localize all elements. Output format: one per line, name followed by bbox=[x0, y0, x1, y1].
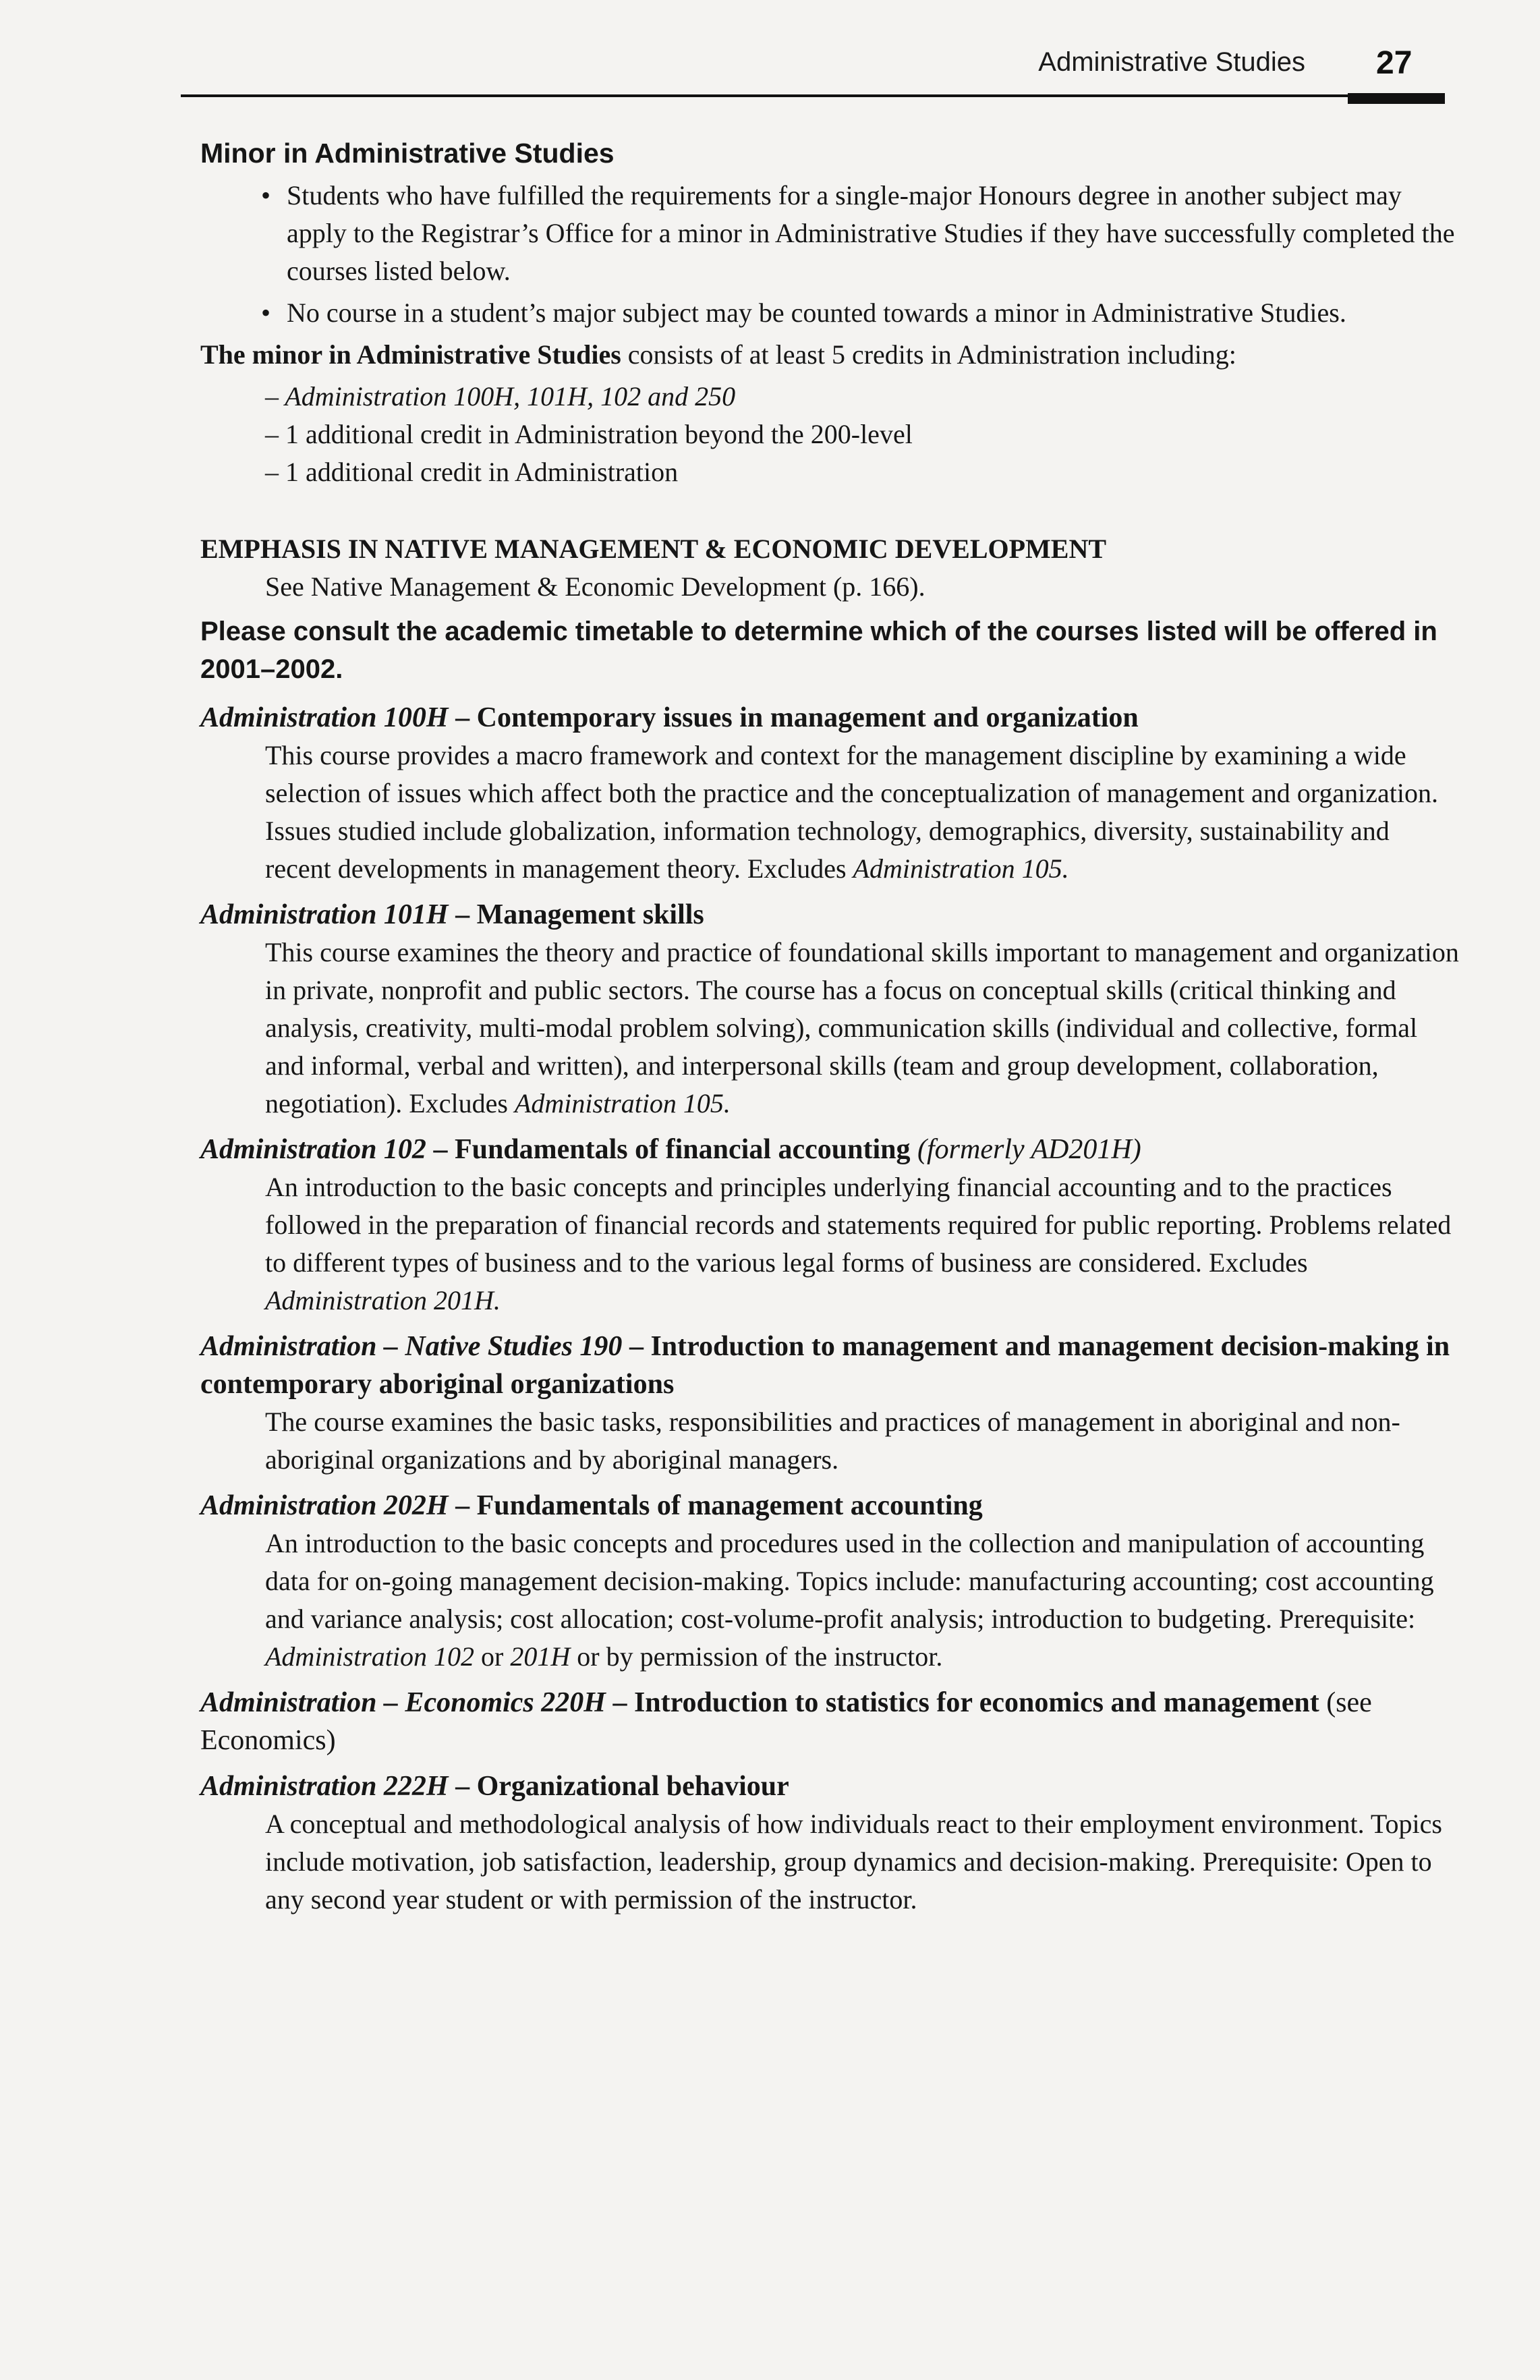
course-separator: – bbox=[605, 1687, 634, 1718]
course-name: Management skills bbox=[476, 899, 704, 930]
course-entry bbox=[200, 896, 1462, 1123]
minor-intro-bold: The minor in Administrative Studies bbox=[200, 339, 621, 370]
running-header-title: Administrative Studies bbox=[1038, 47, 1305, 77]
course-description-text: This course provides a macro framework and context for the management discipline by examining a wide selection of issues which affect both the practice and the conceptualization of management and organization. Issues studied include globalization, information technology, demographics, diversity, sustainability and recent developments in management theory. Excludes bbox=[265, 740, 1438, 884]
course-description-text: or by permission of the instructor. bbox=[570, 1641, 943, 1672]
minor-intro-text: consists of at least 5 credits in Administration including: bbox=[621, 339, 1236, 370]
course-title bbox=[200, 1684, 1462, 1759]
course-entry bbox=[200, 1684, 1462, 1759]
course-entry bbox=[200, 1487, 1462, 1676]
course-code: Administration 102 bbox=[200, 1134, 426, 1165]
course-entry bbox=[200, 1131, 1462, 1320]
course-name: Fundamentals of financial accounting bbox=[454, 1134, 911, 1165]
header-rule-accent bbox=[1348, 93, 1445, 104]
course-name: Contemporary issues in management and organization bbox=[476, 702, 1139, 733]
page-number: 27 bbox=[1376, 45, 1413, 81]
minor-intro bbox=[200, 336, 1462, 374]
page-header bbox=[0, 0, 1540, 115]
course-description bbox=[200, 1805, 1462, 1919]
emphasis-block bbox=[200, 530, 1462, 606]
emphasis-see-reference: See Native Management & Economic Development (p. 166). bbox=[265, 571, 925, 602]
page-content bbox=[200, 135, 1462, 1927]
course-former-code: (formerly AD201H) bbox=[910, 1134, 1141, 1165]
course-description bbox=[200, 1525, 1462, 1676]
header-rule bbox=[181, 94, 1445, 97]
course-code: Administration 222H bbox=[200, 1771, 449, 1802]
requirement-item: – Administration 100H, 101H, 102 and 250 bbox=[265, 381, 736, 412]
course-code: Administration 101H bbox=[200, 899, 449, 930]
course-prerequisite-ref: 201H bbox=[510, 1641, 571, 1672]
course-separator: – bbox=[622, 1331, 651, 1362]
course-cross-reference: (see Economics) bbox=[200, 1687, 1372, 1756]
timetable-note: Please consult the academic timetable to determine which of the courses listed will be offered in 2001–2002. bbox=[200, 617, 1437, 684]
course-title bbox=[200, 1328, 1462, 1403]
requirement-item: – 1 additional credit in Administration beyond the 200-level bbox=[265, 419, 913, 449]
minor-heading: Minor in Administrative Studies bbox=[200, 138, 615, 169]
course-prerequisite-ref: Administration 102 bbox=[265, 1641, 475, 1672]
course-description-text: An introduction to the basic concepts and procedures used in the collection and manipulation of accounting data for on-going management decision-making. Topics include: manufacturing accounting; cost accounting and variance analysis; cost allocation; cost-volume-profit analysis; introduction to budgeting. Prerequisite: bbox=[265, 1528, 1434, 1634]
course-description bbox=[200, 1403, 1462, 1479]
course-name: Introduction to statistics for economics and management bbox=[633, 1687, 1319, 1718]
course-code: Administration – Native Studies 190 bbox=[200, 1331, 623, 1362]
course-entry bbox=[200, 699, 1462, 888]
course-name: Organizational behaviour bbox=[476, 1771, 789, 1802]
course-separator: – bbox=[426, 1134, 455, 1165]
course-title bbox=[200, 1131, 1462, 1168]
course-separator: – bbox=[448, 1490, 477, 1521]
requirement-item: – 1 additional credit in Administration bbox=[265, 457, 679, 487]
course-description-text: This course examines the theory and practice of foundational skills important to management and organization in private, nonprofit and public sectors. The course has a focus on conceptual skills (critical thinking and analysis, creativity, multi-modal problem solving), communication skills (individual and collective, formal and informal, verbal and written), and interpersonal skills (team and group development, collaboration, negotiation). Excludes bbox=[265, 937, 1459, 1118]
minor-requirements bbox=[200, 378, 1462, 491]
course-description-text: or bbox=[474, 1641, 511, 1672]
course-exclusion-ref: Administration 201H. bbox=[265, 1285, 501, 1315]
course-description bbox=[200, 737, 1462, 888]
list-item: • No course in a student’s major subject may be counted towards a minor in Administrative Studies. bbox=[287, 294, 1462, 332]
emphasis-heading: EMPHASIS IN NATIVE MANAGEMENT & ECONOMIC DEVELOPMENT bbox=[200, 534, 1107, 564]
course-entry bbox=[200, 1767, 1462, 1919]
course-code: Administration 100H bbox=[200, 702, 449, 733]
course-description bbox=[200, 1168, 1462, 1320]
course-title bbox=[200, 699, 1462, 737]
course-title bbox=[200, 1487, 1462, 1525]
course-exclusion-ref: Administration 105. bbox=[514, 1088, 731, 1118]
course-exclusion-ref: Administration 105. bbox=[853, 853, 1069, 884]
course-description-text: A conceptual and methodological analysis of how individuals react to their employment environment. Topics include motivation, job satisfaction, leadership, group dynamics and decision-making. Prerequisite: Open to any second year student or with permission of the instructor. bbox=[265, 1809, 1442, 1915]
course-description-text: An introduction to the basic concepts and principles underlying financial accounting and to the practices followed in the preparation of financial records and statements required for public reporting. Problems related to different types of business and to the various legal forms of business are considered. Excludes bbox=[265, 1172, 1452, 1278]
list-item: • Students who have fulfilled the requirements for a single-major Honours degree in another subject may apply to the Registrar’s Office for a minor in Administrative Studies if they have successfully completed the courses listed below. bbox=[287, 177, 1462, 290]
course-separator: – bbox=[448, 1771, 477, 1802]
course-code: Administration – Economics 220H bbox=[200, 1687, 606, 1718]
course-name: Introduction to management and management decision-making in contemporary aboriginal organizations bbox=[200, 1331, 1450, 1400]
course-description-text: The course examines the basic tasks, responsibilities and practices of management in aboriginal and non-aboriginal organizations and by aboriginal managers. bbox=[265, 1407, 1400, 1475]
course-description bbox=[200, 934, 1462, 1123]
course-code: Administration 202H bbox=[200, 1490, 449, 1521]
course-separator: – bbox=[448, 702, 477, 733]
course-title bbox=[200, 1767, 1462, 1805]
course-entry bbox=[200, 1328, 1462, 1479]
course-title bbox=[200, 896, 1462, 934]
course-separator: – bbox=[448, 899, 477, 930]
course-name: Fundamentals of management accounting bbox=[476, 1490, 983, 1521]
minor-bullet-list bbox=[200, 177, 1462, 332]
